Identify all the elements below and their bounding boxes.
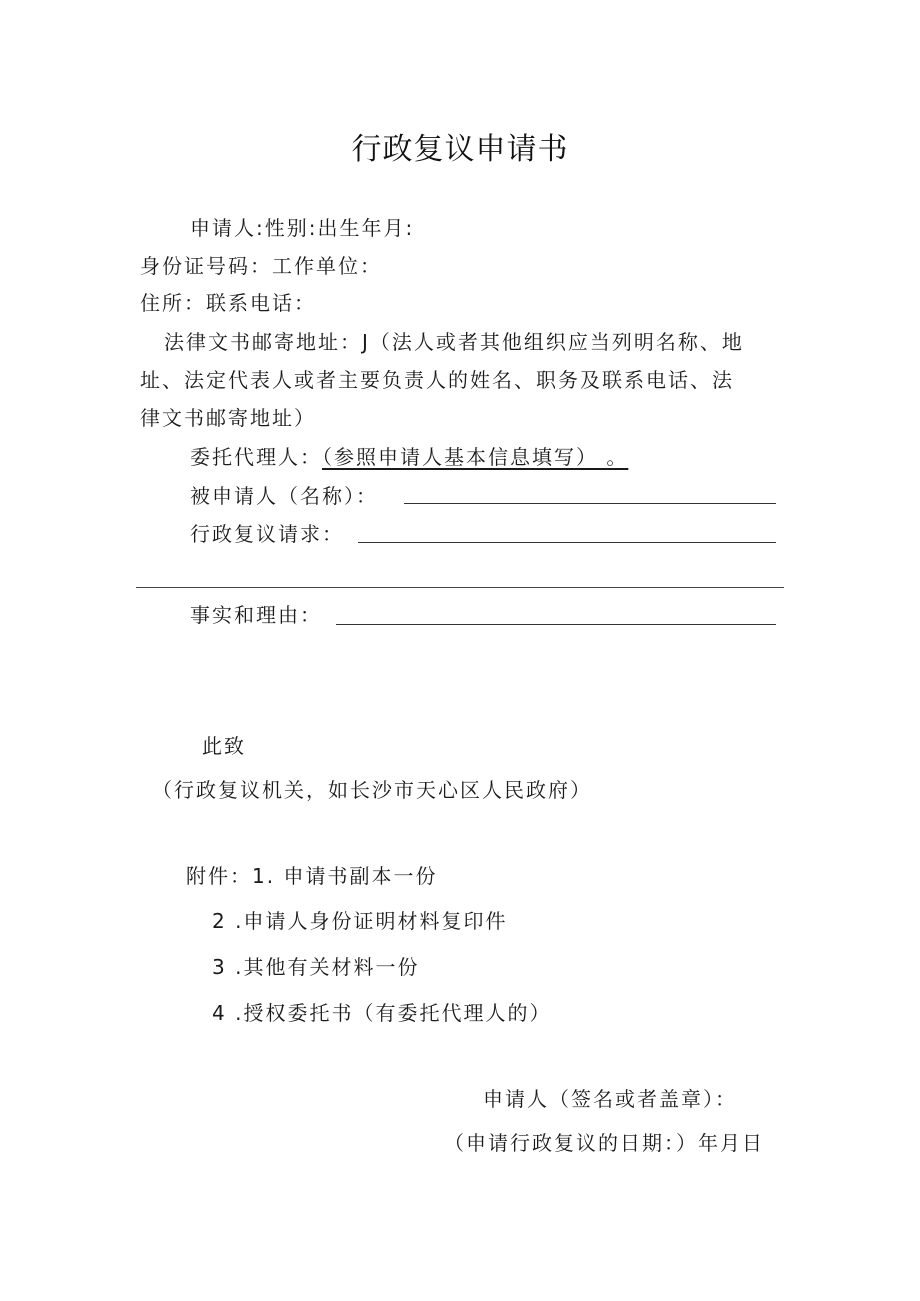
applicant-line-2: 身份证号码：工作单位： <box>140 254 382 278</box>
attachment-item-4: 4 .授权委托书（有委托代理人的） <box>212 1001 552 1025</box>
applicant-signature: 申请人（签名或者盖章）： <box>483 1087 737 1111</box>
attachment-item-2: 2 .申请人身份证明材料复印件 <box>212 909 508 933</box>
agent-row <box>190 443 628 471</box>
applicant-line-3: 住所：联系电话： <box>140 291 316 315</box>
attachment-item-3: 3 .其他有关材料一份 <box>212 955 420 979</box>
attachments-intro: 附件：1. 申请书副本一份 <box>186 864 438 888</box>
facts-label: 事实和理由： <box>190 603 322 627</box>
respondent-blank-line <box>404 503 776 504</box>
mailing-address-line-3: 律文书邮寄地址） <box>140 406 316 430</box>
request-continuation-line <box>136 587 784 588</box>
agent-label: 委托代理人： <box>190 445 322 469</box>
page-title: 行政复议申请书 <box>351 132 569 167</box>
mailing-address-line-2: 址、法定代表人或者主要负责人的姓名、职务及联系电话、法 <box>140 368 734 392</box>
request-blank-line <box>358 542 776 543</box>
respondent-label: 被申请人（名称）： <box>190 484 378 508</box>
mailing-address-line-1: 法律文书邮寄地址：J（法人或者其他组织应当列明名称、地 <box>164 330 744 354</box>
application-date: （申请行政复议的日期：）年月日 <box>444 1131 764 1155</box>
agent-value: （参照申请人基本信息填写） 。 <box>322 445 629 469</box>
applicant-line-1: 申请人:性别:出生年月: <box>190 216 415 240</box>
salutation: 此致 <box>202 734 246 758</box>
request-label: 行政复议请求： <box>190 522 344 546</box>
facts-blank-line <box>336 624 776 625</box>
recipient-authority: （行政复议机关，如长沙市天心区人民政府） <box>152 778 592 802</box>
